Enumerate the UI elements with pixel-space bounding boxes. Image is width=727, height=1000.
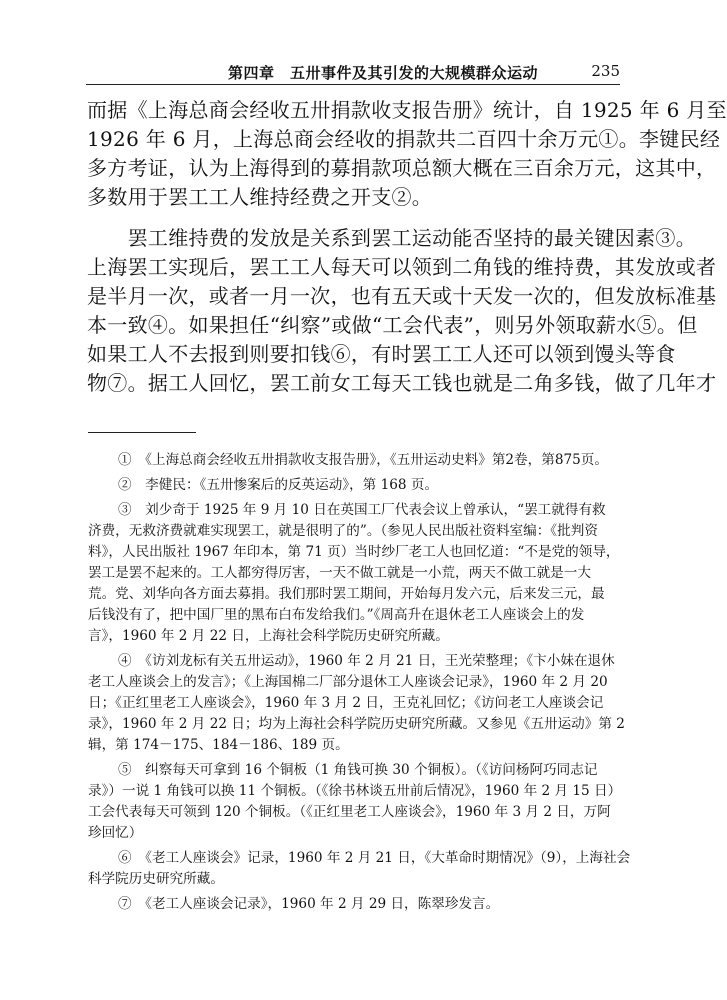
footnote-3-line: 言》，1960 年 2 月 22 日，上海社会科学院历史研究所藏。	[88, 628, 449, 644]
body-line: 是半月一次，或者一月一次，也有五天或十天发一次的，但发放标准基	[87, 284, 717, 308]
footnote-6-line: 科学院历史研究所藏。	[88, 871, 224, 887]
body-line: 多方考证，认为上海得到的募捐款项总额大概在三百余万元，这其中，	[87, 156, 717, 180]
footnote-6-line: ⑥ 《老工人座谈会》记录，1960 年 2 月 21 日，《大革命时期情况》（9），上海社会	[118, 850, 631, 866]
footnote-2: ② 李健民：《五卅惨案后的反英运动》，第 168 页。	[118, 477, 439, 493]
footnote-7: ⑦ 《老工人座谈会记录》，1960 年 2 月 29 日，陈翠珍发言。	[118, 896, 500, 912]
body-line: 罢工维持费的发放是关系到罢工运动能否坚持的最关键因素③。	[87, 226, 696, 250]
footnote-4-line: 辑，第 174－175、184－186、189 页。	[88, 737, 349, 753]
body-line: 本一致④。如果担任“纠察”或做“工会代表”，则另外领取薪水⑤。但	[87, 313, 698, 337]
footnote-5-line: 珍回忆）	[88, 825, 143, 841]
body-text	[87, 96, 727, 398]
footnote-divider	[88, 432, 196, 433]
footnote-4-line: ④ 《访刘龙标有关五卅运动》，1960 年 2 月 21 日，王光荣整理；《卞小妹在退休	[118, 653, 615, 669]
footnotes	[88, 450, 631, 915]
footnote-3-line: 罢工是罢不起来的。工人都穷得厉害，一天不做工就是一小荒，两天不做工就是一大	[88, 565, 591, 581]
body-line: 多数用于罢工工人维持经费之开支②。	[87, 185, 433, 209]
footnote-5-line: 工会代表每天可领到 120 个铜板。（《正红里老工人座谈会》，1960 年 3 月 2 日，万阿	[88, 804, 611, 820]
body-line: 而据《上海总商会经收五卅捐款收支报告册》统计，自 1925 年 6 月至	[87, 98, 727, 122]
body-line: 上海罢工实现后，罢工工人每天可以领到二角钱的维持费，其发放或者	[87, 255, 717, 279]
body-line: 如果工人不去报到则要扣钱⑥，有时罢工工人还可以领到馒头等食	[87, 342, 676, 366]
footnote-3-line: 料》，人民出版社 1967 年印本，第 71 页）当时纱厂老工人也回忆道：“不是党的领导，	[88, 544, 620, 560]
footnote-4-line: 老工人座谈会上的发言》；《上海国棉二厂部分退休工人座谈会记录》，1960 年 2 月 20	[88, 674, 608, 690]
body-line: 物⑦。据工人回忆，罢工前女工每天工钱也就是二角多钱，做了几年才	[87, 371, 717, 395]
footnote-3-line: 济费，无救济费就难实现罢工，就是很明了的”。（参见人民出版社资料室编：《批判资	[88, 523, 598, 539]
footnote-5-line: ⑤ 纠察每天可拿到 16 个铜板（1 角钱可换 30 个铜板）。（《访问杨阿巧同志记	[118, 762, 598, 778]
footnote-3-line: 荒。党、刘华向各方面去募捐。我们那时罢工期间，开始每月发六元，后来发三元，最	[88, 586, 605, 602]
body-line: 1926 年 6 月，上海总商会经收的捐款共二百四十余万元①。李键民经	[87, 127, 721, 151]
running-header	[86, 60, 620, 85]
footnote-1: ① 《上海总商会经收五卅捐款收支报告册》，《五卅运动史料》第2卷，第875页。	[118, 452, 608, 468]
footnote-5-line: 录》）一说 1 角钱可以换 11 个铜板。（《徐书林谈五卅前后情况》，1960 年 2 月 15 日）	[88, 783, 622, 799]
chapter-title: 第四章 五卅事件及其引发的大规模群众运动	[228, 64, 539, 82]
footnote-4-line: 日；《正红里老工人座谈会》，1960 年 3 月 2 日，王克礼回忆；《访问老工人座谈会记	[88, 695, 604, 711]
footnote-4-line: 录》，1960 年 2 月 22 日；均为上海社会科学院历史研究所藏。又参见《五卅运动》第 2	[88, 716, 625, 732]
footnote-3-line: ③ 刘少奇于 1925 年 9 月 10 日在英国工厂代表会议上曾承认，“罢工就得有救	[118, 502, 606, 518]
footnote-3-line: 后钱没有了，把中国厂里的黑布白布发给我们。”《周高升在退休老工人座谈会上的发	[88, 607, 585, 623]
page-number: 235	[591, 62, 620, 80]
